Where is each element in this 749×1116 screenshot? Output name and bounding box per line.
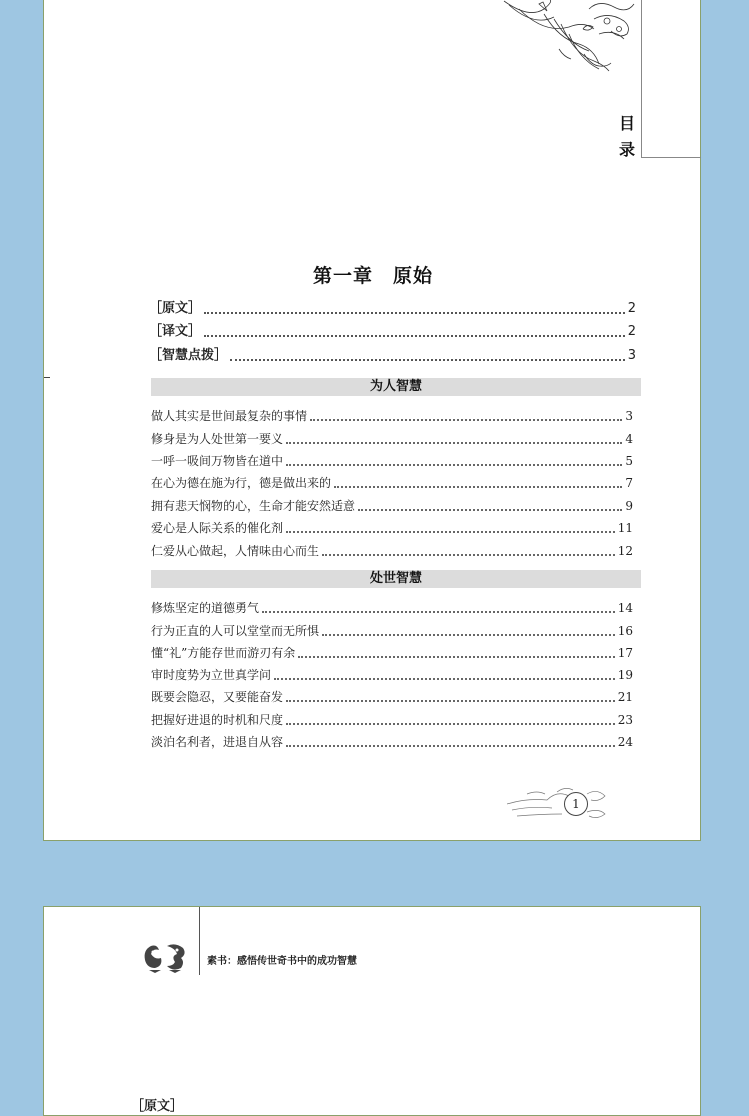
dot-leader <box>230 359 625 361</box>
toc-item-label: 做人其实是世间最复杂的事情 <box>151 409 308 423</box>
toc-item[interactable] <box>151 729 633 751</box>
toc-item-page: 12 <box>617 544 633 558</box>
toc-item-page: 14 <box>617 601 633 615</box>
toc-item-page: 7 <box>625 476 633 490</box>
toc-item-label: 淡泊名利者，进退自从容 <box>151 735 284 749</box>
toc-item[interactable] <box>151 448 633 470</box>
section-heading: 为人智慧 <box>151 378 641 396</box>
toc-item-page: 5 <box>625 454 633 468</box>
toc-item-page: 19 <box>617 668 633 682</box>
toc-item[interactable] <box>151 515 633 537</box>
toc-item-label: 行为正直的人可以堂堂而无所惧 <box>151 624 320 638</box>
side-label-char: 录 <box>618 140 635 159</box>
toc-item-page: 3 <box>625 409 633 423</box>
toc-item-page: 23 <box>617 713 633 727</box>
dot-leader <box>286 723 615 725</box>
toc-item-label: 修炼坚定的道德勇气 <box>151 601 260 615</box>
toc-item-label: 修身是为人处世第一要义 <box>151 432 284 446</box>
toc-entry[interactable] <box>149 296 636 318</box>
toc-item[interactable] <box>151 684 633 706</box>
dot-leader <box>286 745 615 747</box>
side-label <box>617 111 637 163</box>
toc-item-label: 一呼一吸间万物皆在道中 <box>151 454 284 468</box>
dot-leader <box>358 509 622 511</box>
toc-item-page: 9 <box>625 499 633 513</box>
chapter-title: 第一章 原始 <box>312 265 433 287</box>
toc-item-page: 11 <box>617 521 633 535</box>
toc-item-label: 审时度势为立世真学问 <box>151 668 272 682</box>
toc-entry-page: 3 <box>627 348 636 363</box>
dragon-ornament-icon <box>141 940 189 974</box>
toc-item[interactable] <box>151 662 633 684</box>
dot-leader <box>334 486 622 488</box>
toc-entry-label: ［原文］ <box>149 301 202 316</box>
toc-item[interactable] <box>151 595 633 617</box>
section-heading: ［原文］ <box>131 1099 184 1114</box>
header-divider <box>199 907 200 975</box>
toc-item[interactable] <box>151 618 633 640</box>
toc-page <box>43 0 701 841</box>
toc-item-label: 在心为德在施为行，德是做出来的 <box>151 476 332 490</box>
page-number: 1 <box>564 792 588 816</box>
toc-item[interactable] <box>151 470 633 492</box>
toc-item-page: 17 <box>617 646 633 660</box>
side-tab-frame <box>641 0 701 158</box>
toc-item[interactable] <box>151 707 633 729</box>
toc-entry-label: ［译文］ <box>149 324 202 339</box>
toc-item-page: 4 <box>625 432 633 446</box>
toc-item[interactable] <box>151 640 633 662</box>
dot-leader <box>262 611 615 613</box>
dot-leader <box>298 656 614 658</box>
toc-item-label: 既要会隐忍，又要能奋发 <box>151 690 284 704</box>
toc-entry-page: 2 <box>627 324 636 339</box>
cloud-ornament-icon <box>507 784 607 824</box>
running-head: 素书：感悟传世奇书中的成功智慧 <box>207 956 357 967</box>
toc-item-label: 把握好进退的时机和尺度 <box>151 713 284 727</box>
toc-item-label: 仁爱从心做起，人情味由心而生 <box>151 544 320 558</box>
next-page <box>43 906 701 1116</box>
dot-leader <box>322 554 615 556</box>
side-label-char: 目 <box>618 114 635 133</box>
dot-leader <box>286 464 622 466</box>
toc-item-page: 16 <box>617 624 633 638</box>
dot-leader <box>322 634 615 636</box>
toc-entry-label: ［智慧点拨］ <box>149 348 228 363</box>
toc-entry[interactable] <box>149 319 636 341</box>
toc-item-page: 21 <box>617 690 633 704</box>
toc-item-label: 爱心是人际关系的催化剂 <box>151 521 284 535</box>
dot-leader <box>310 419 622 421</box>
dot-leader <box>286 442 622 444</box>
toc-item[interactable] <box>151 493 633 515</box>
toc-entry-page: 2 <box>627 301 636 316</box>
toc-item[interactable] <box>151 403 633 425</box>
toc-item-page: 24 <box>617 735 633 749</box>
toc-entry[interactable] <box>149 343 636 365</box>
toc-item-label: 拥有悲天悯物的心，生命才能安然适意 <box>151 499 356 513</box>
phoenix-ornament-icon <box>499 0 639 74</box>
toc-item[interactable] <box>151 426 633 448</box>
toc-item-label: 懂“礼”方能存世而游刃有余 <box>151 646 296 660</box>
section-heading: 处世智慧 <box>151 570 641 588</box>
dot-leader <box>286 700 615 702</box>
dot-leader <box>204 335 625 337</box>
margin-tick <box>44 377 50 378</box>
dot-leader <box>204 312 625 314</box>
toc-item[interactable] <box>151 538 633 560</box>
dot-leader <box>286 531 615 533</box>
dot-leader <box>274 678 615 680</box>
